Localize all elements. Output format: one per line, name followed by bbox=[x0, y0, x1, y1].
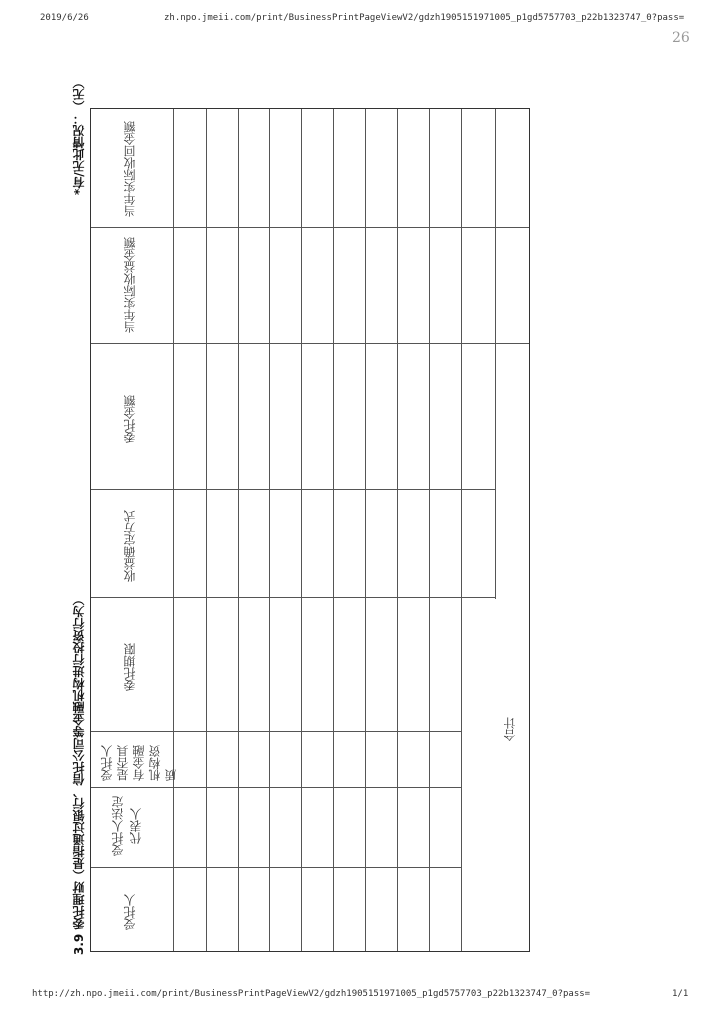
header-amount: 委托金额 bbox=[123, 395, 137, 443]
column-line bbox=[91, 731, 461, 732]
row-line bbox=[206, 109, 207, 951]
row-line bbox=[397, 109, 398, 951]
header-income-method: 收益确定方式 bbox=[123, 510, 137, 583]
row-line bbox=[365, 109, 366, 951]
header-legal-rep: 受托人法定代表人 bbox=[111, 796, 143, 856]
column-line bbox=[91, 867, 461, 868]
header-actual-income: 当年实际收益金额 bbox=[123, 237, 137, 333]
print-date: 2019/6/26 bbox=[40, 13, 89, 23]
row-line bbox=[269, 109, 270, 951]
print-url-footer: http://zh.npo.jmeii.com/print/BusinessPrintPageViewV2/gdzh1905151971005_p1gd5757703_p22b1323747_0?pass= bbox=[32, 989, 591, 999]
header-trustee: 受托人 bbox=[123, 894, 137, 930]
column-line bbox=[91, 227, 529, 228]
column-line bbox=[91, 597, 495, 598]
header-actual-recovered: 当年实际收回金额 bbox=[123, 121, 137, 217]
row-line bbox=[301, 109, 302, 951]
print-url-header: zh.npo.jmeii.com/print/BusinessPrintPageViewV2/gdzh1905151971005_p1gd5757703_p22b1323747_0?pass= bbox=[164, 13, 685, 23]
entrusted-wealth-table bbox=[90, 108, 530, 952]
section-title: 3.9 委托理财（是指通过银行、信托公司等金融机构进行投资行为） bbox=[72, 593, 86, 955]
row-line bbox=[495, 109, 496, 599]
row-line bbox=[238, 109, 239, 951]
total-label: 合计 bbox=[503, 717, 517, 741]
column-line bbox=[91, 343, 529, 344]
header-term: 委托期限 bbox=[123, 643, 137, 691]
presence-note: *有/无此情况：（无） bbox=[72, 76, 86, 195]
column-line bbox=[91, 787, 461, 788]
handwritten-page-mark: 26 bbox=[672, 30, 690, 46]
row-line bbox=[461, 109, 462, 951]
page-number: 1/1 bbox=[672, 989, 689, 999]
column-line bbox=[91, 489, 495, 490]
header-divider bbox=[173, 109, 174, 951]
header-qualified: 受托人是否具有金融机构资质 bbox=[100, 745, 178, 781]
row-line bbox=[429, 109, 430, 951]
row-line bbox=[333, 109, 334, 951]
